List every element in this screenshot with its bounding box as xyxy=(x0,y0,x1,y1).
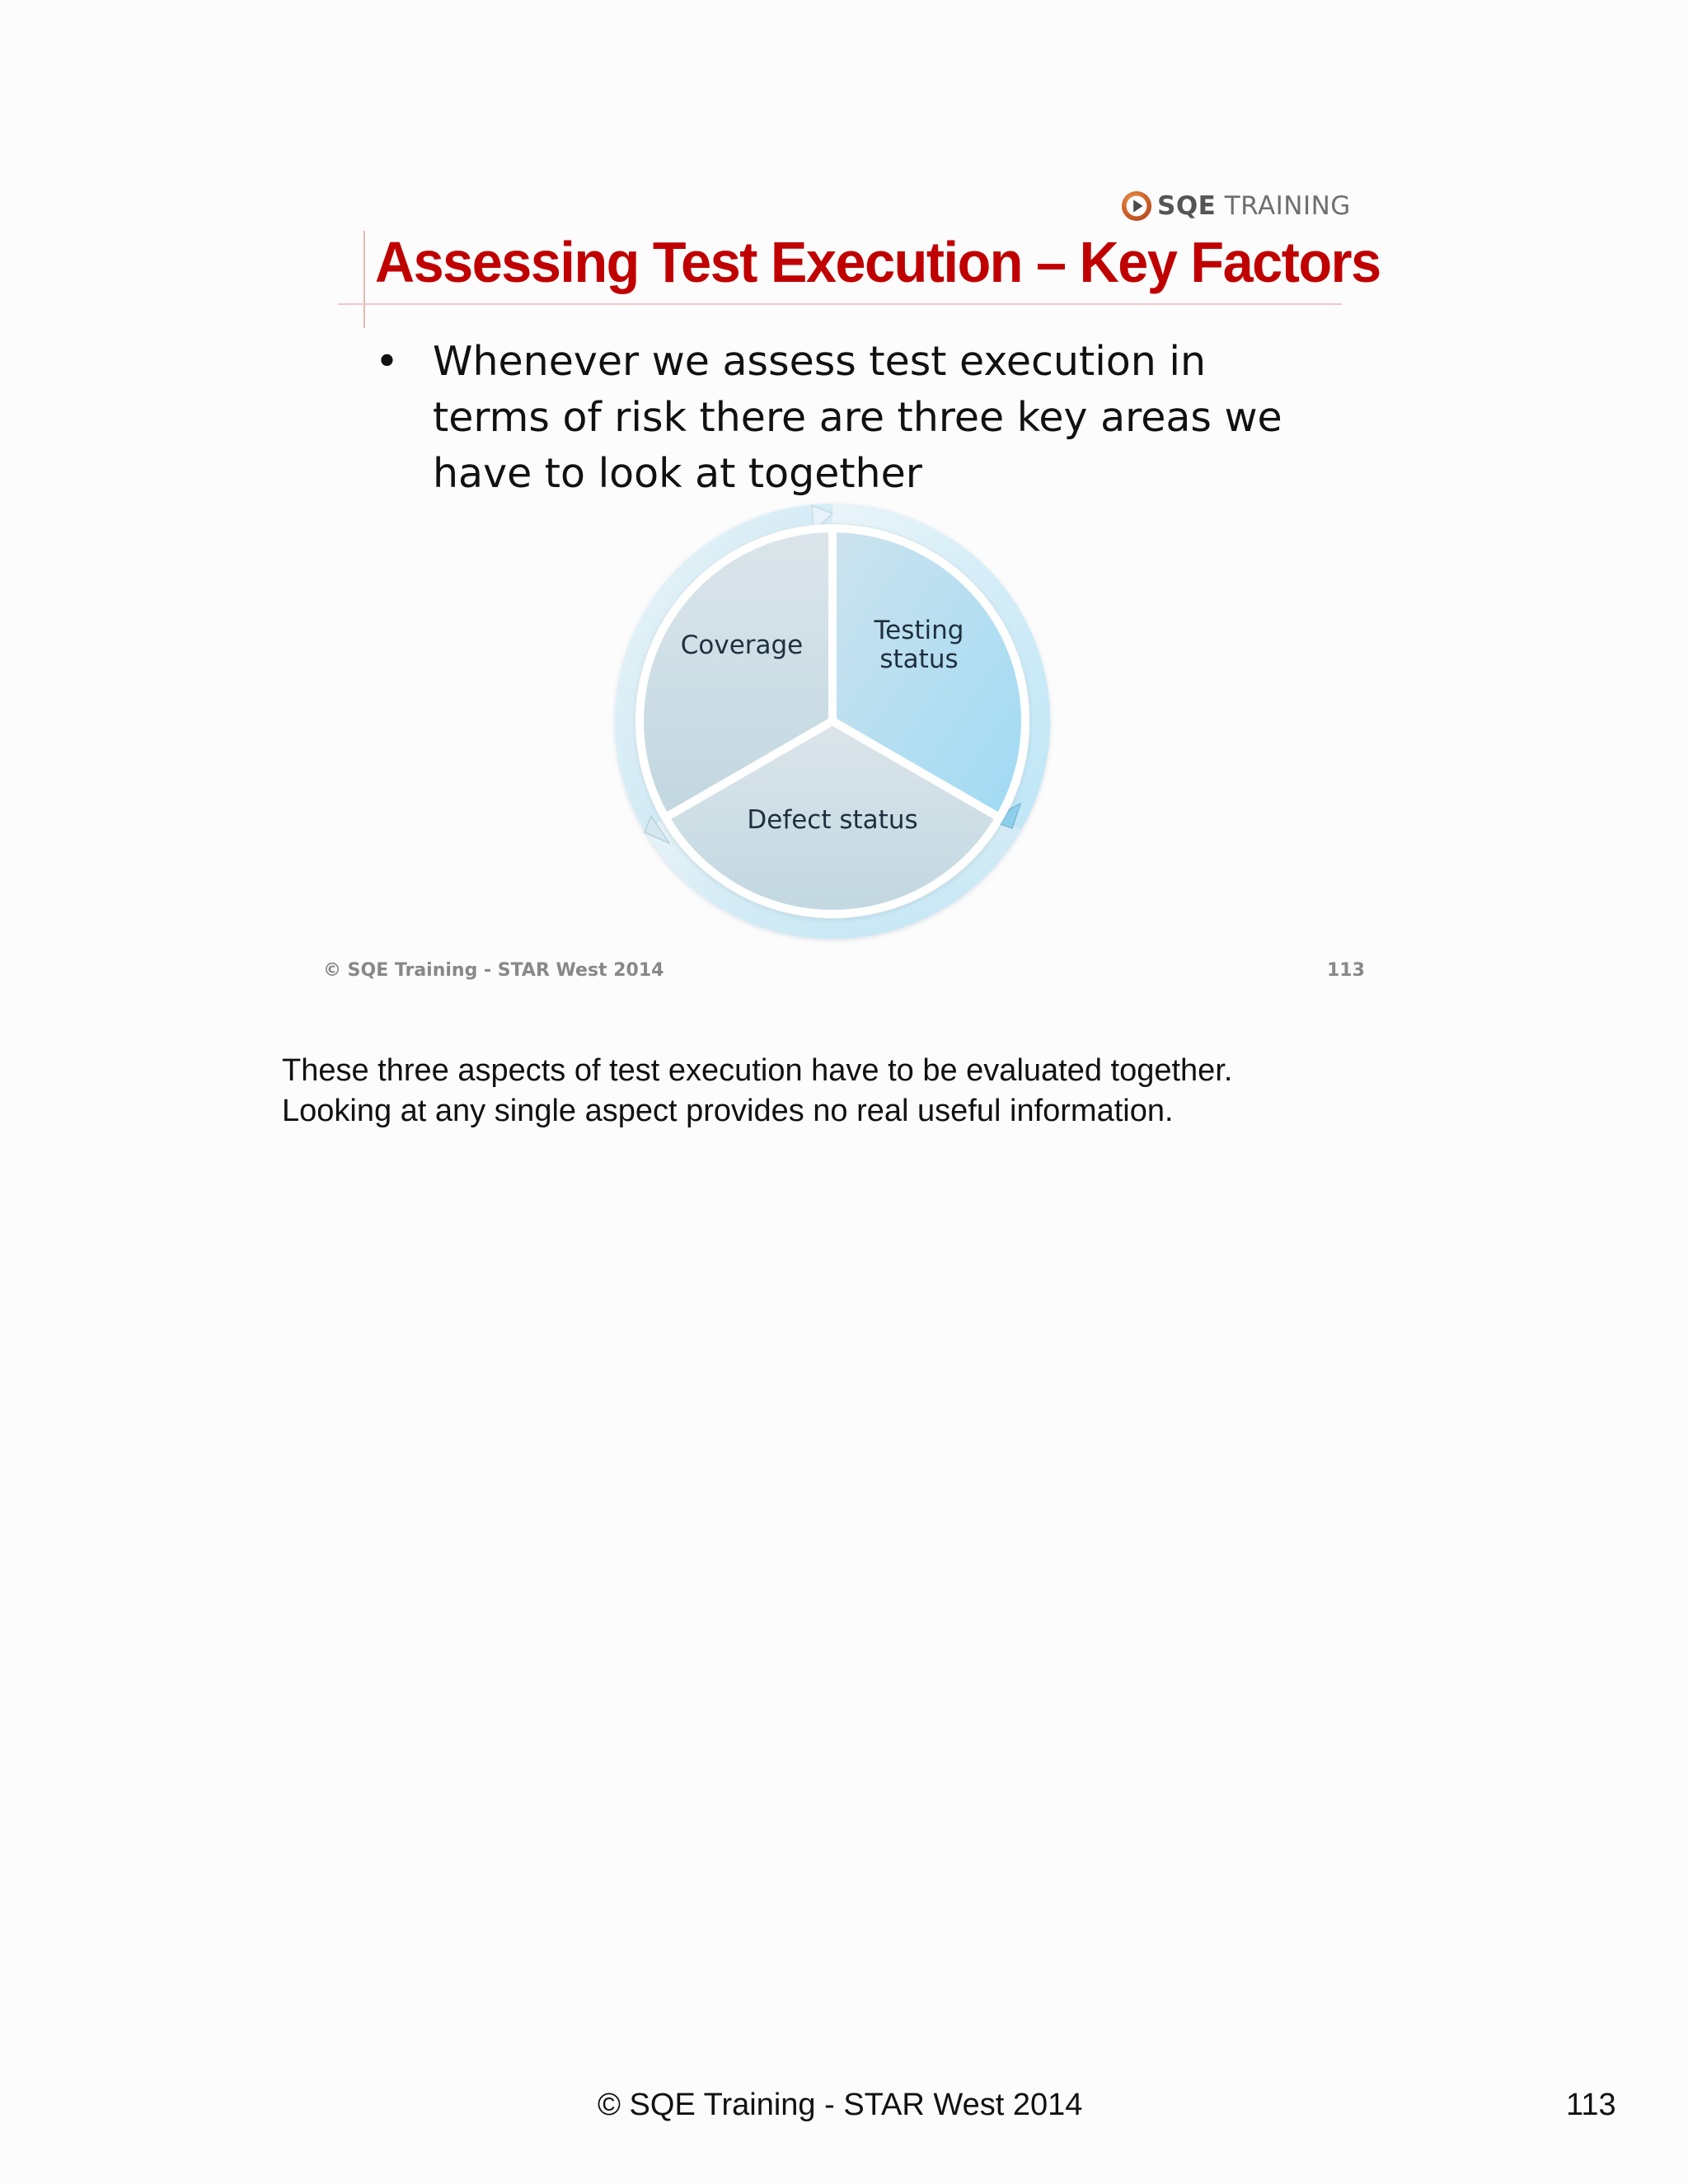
notes-line-1: These three aspects of test execution have to be evaluated together. xyxy=(282,1053,1233,1088)
page-footer xyxy=(0,2088,1672,2129)
slide-footer-page-number: 113 xyxy=(1327,960,1365,981)
cycle-segments xyxy=(640,528,1025,914)
page-footer-page-number: 113 xyxy=(1566,2088,1616,2122)
title-horizontal-rule xyxy=(338,303,1342,305)
notes-line-2: Looking at any single aspect provides no real useful information. xyxy=(282,1094,1174,1128)
play-circle-icon xyxy=(1121,190,1152,222)
bullet-marker: • xyxy=(375,338,399,385)
page-footer-copyright: © SQE Training - STAR West 2014 xyxy=(598,2088,1083,2122)
title-vertical-rule xyxy=(363,231,365,328)
bullet-text: Whenever we assess test execution in terms of risk there are three key areas we have to look at together xyxy=(433,338,1282,497)
slide xyxy=(313,165,1385,997)
cycle-label-testing: Testing xyxy=(874,616,964,645)
logo-text xyxy=(1157,191,1351,221)
cycle-label-status: status xyxy=(879,644,959,674)
sqe-training-logo xyxy=(1121,185,1351,227)
cycle-label-coverage: Coverage xyxy=(680,630,804,660)
slide-footer-copyright: © SQE Training - STAR West 2014 xyxy=(323,960,664,981)
cycle-diagram xyxy=(610,499,1055,944)
logo-brand-bold: SQE xyxy=(1157,191,1217,221)
speaker-notes xyxy=(282,1051,1518,1132)
logo-brand-light: TRAINING xyxy=(1224,191,1351,221)
cycle-label-defect-status: Defect status xyxy=(747,805,918,835)
slide-title: Assessing Test Execution – Key Factors xyxy=(375,230,1381,294)
